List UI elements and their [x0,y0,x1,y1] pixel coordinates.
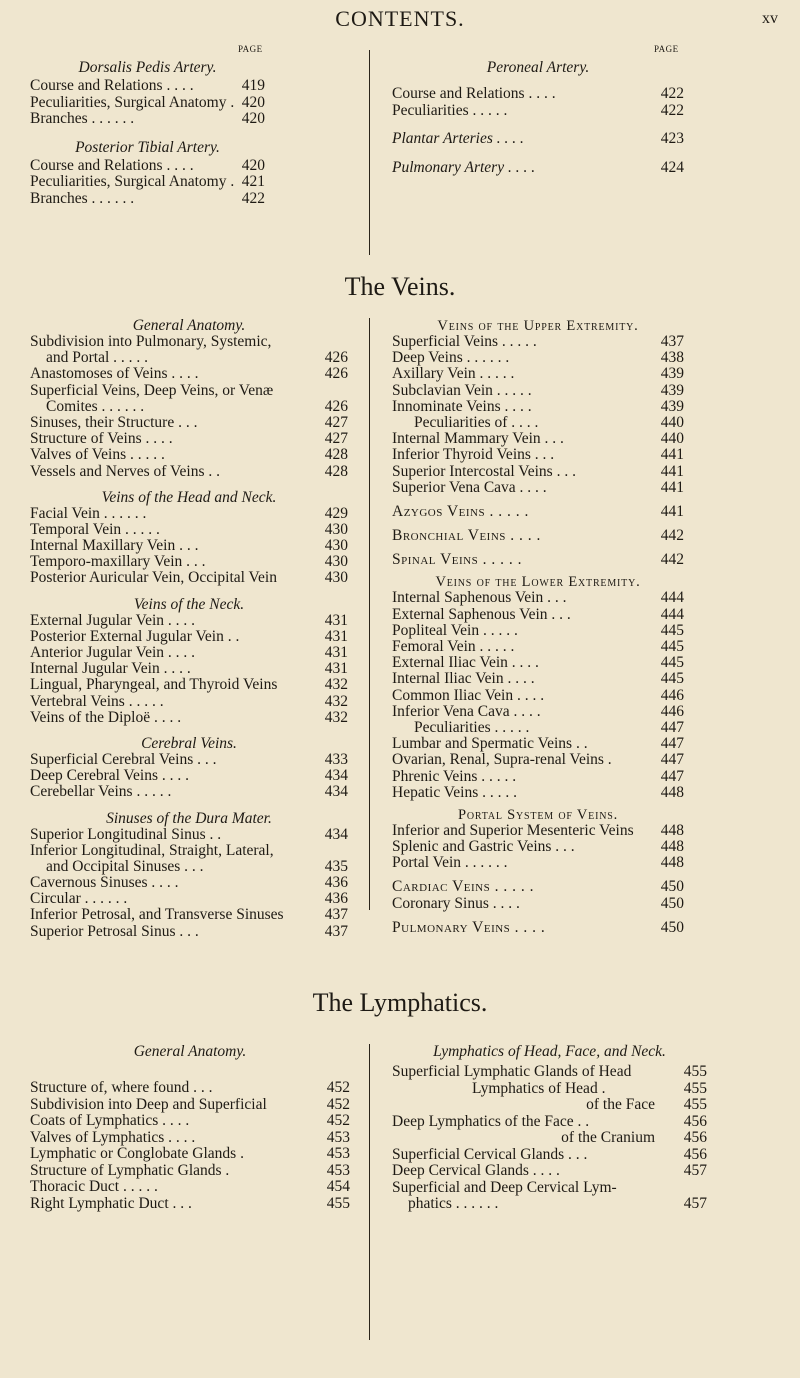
toc-entry [30,447,348,463]
toc-entry-title: External Jugular Vein . . . . [30,611,196,629]
toc-entry-title: Inferior Vena Cava . . . . [392,702,541,720]
toc-entry-title: Peculiarities, Surgical Anatomy . [30,173,235,191]
toc-entry [30,710,348,726]
toc-entry [30,366,348,382]
toc-page-number: 453 [326,1145,350,1162]
toc-entry-title: Anterior Jugular Vein . . . . [30,644,196,661]
toc-page-number: 447 [660,718,684,736]
toc-page-number: 430 [324,520,348,538]
toc-entry [30,827,348,843]
toc-entry [392,1064,707,1080]
toc-entry [392,736,684,752]
toc-entry [30,95,265,111]
toc-entry [30,415,348,431]
toc-page-number: 445 [660,670,684,688]
toc-entry-title: Posterior Auricular Vein, Occipital Vein [30,569,277,587]
subsection-heading: Veins of the Lower Extremity. [435,574,641,591]
toc-entry-title: Subdivision into Pulmonary, Systemic, [30,333,272,350]
toc-entry [392,1180,707,1196]
toc-entry-title: Inferior and Superior Mesenteric Veins [392,821,634,839]
toc-entry [392,671,684,687]
toc-page-number: 453 [326,1161,350,1179]
toc-page-number: 440 [660,413,684,431]
toc-entry-title: Lingual, Pharyngeal, and Thyroid Veins [30,676,278,694]
toc-entry [30,1179,350,1195]
toc-entry-title: Subclavian Vein . . . . . [392,381,532,399]
toc-page-number: 435 [324,857,348,875]
toc-page-number: 452 [326,1079,350,1096]
toc-entry [30,191,265,207]
toc-entry-title: Femoral Vein . . . . . [392,638,515,655]
toc-entry-title: Course and Relations . . . . [30,156,194,174]
toc-page-number: 426 [324,365,348,383]
toc-entry-title: Structure of Lymphatic Glands . [30,1161,230,1179]
toc-entry-title: Deep Lymphatics of the Face . . [392,1112,590,1130]
subsection-heading: Sinuses of the Dura Mater. [106,809,272,827]
toc-entry [392,1196,707,1212]
toc-entry-title: Temporo-maxillary Vein . . . [30,553,206,571]
toc-entry [392,823,684,839]
toc-page-number: 441 [660,446,684,464]
subsection-heading: Veins of the Upper Extremity. [437,318,639,334]
toc-entry-title: Lymphatic or Conglobate Glands . [30,1145,244,1162]
section-title-lymphatics: The Lymphatics. [312,988,488,1017]
toc-entry [30,78,265,94]
toc-entry-title: Temporal Vein . . . . . [30,520,160,538]
toc-page-number: 454 [326,1178,350,1195]
toc-entry [392,839,684,855]
toc-entry [30,431,348,447]
toc-entry [30,334,348,350]
toc-page-number: 447 [660,735,684,753]
toc-entry [30,661,348,677]
toc-page-number: 450 [660,894,684,912]
toc-entry-title: Sinuses, their Structure . . . [30,413,198,431]
toc-entry [392,639,684,655]
toc-page-number: 419 [241,77,265,94]
toc-entry-title: Subdivision into Deep and Superficial [30,1095,267,1113]
toc-entry-title: Superficial Veins . . . . . [392,333,537,350]
toc-entry-title: Inferior Thyroid Veins . . . [392,446,555,464]
toc-entry-title: Comites . . . . . . [46,397,145,415]
toc-page-number: 422 [660,85,684,102]
toc-page-number: 426 [324,397,348,415]
toc-entry-title: Inferior Petrosal, and Transverse Sinuses [30,906,284,924]
toc-entry-title: Superficial Cervical Glands . . . [392,1145,588,1163]
toc-entry [392,855,684,871]
toc-page-number: 441 [660,478,684,496]
toc-entry-title: External Iliac Vein . . . . [392,654,539,672]
toc-page-number: 422 [241,189,265,207]
toc-entry [30,1146,350,1162]
toc-page-number: 437 [324,922,348,940]
toc-page-number: 426 [324,349,348,367]
toc-entry [30,383,348,399]
toc-entry-title: Branches . . . . . . [30,110,135,128]
toc-entry-title: Phrenic Veins . . . . . [392,767,517,785]
toc-entry [30,1080,350,1096]
toc-entry [30,613,348,629]
toc-page-number: 431 [324,611,348,629]
toc-entry-title: Superficial and Deep Cervical Lym- [392,1178,617,1196]
toc-page-number: 432 [324,692,348,710]
toc-entry [392,785,684,801]
toc-page-number: 434 [324,767,348,785]
toc-page-number: 431 [324,660,348,678]
toc-entry-title: Cardiac Veins . . . . . [392,878,534,896]
subsection-heading: General Anatomy. [133,1043,247,1060]
toc-entry-title: Course and Relations . . . . [30,77,194,94]
toc-page-number: 446 [660,686,684,704]
toc-page-number: 439 [660,381,684,399]
toc-page-number: 432 [324,708,348,726]
toc-entry-title: Cerebellar Veins . . . . . [30,783,172,801]
toc-entry [30,924,348,940]
toc-entry-title: Right Lymphatic Duct . . . [30,1194,192,1212]
toc-entry [392,1114,707,1130]
toc-entry [30,907,348,923]
toc-entry-title: Veins of the Diploë . . . . [30,708,182,726]
toc-entry-title: of the Cranium [561,1129,655,1146]
toc-page-number: 438 [660,349,684,367]
toc-entry [30,859,348,875]
toc-page-number: 448 [660,821,684,839]
toc-entry [392,920,684,936]
toc-entry-title: Superior Longitudinal Sinus . . [30,825,222,843]
toc-page-number: 430 [324,553,348,571]
toc-entry-title: Coronary Sinus . . . . [392,894,520,912]
toc-entry-title: Spinal Veins . . . . . [392,551,522,569]
subsection-heading: Cerebral Veins. [141,734,237,752]
toc-entry [30,1163,350,1179]
toc-entry-title: Branches . . . . . . [30,189,135,207]
toc-entry-title: Vertebral Veins . . . . . [30,692,164,710]
toc-page-number: 455 [683,1096,707,1113]
toc-entry-title: Valves of Lymphatics . . . . [30,1128,196,1146]
toc-page-number: 439 [660,397,684,415]
toc-page-number: 453 [326,1128,350,1146]
toc-entry [392,480,684,496]
toc-entry-title: Thoracic Duct . . . . . [30,1178,158,1195]
toc-entry-title: External Saphenous Vein . . . [392,605,571,623]
subsection-heading: Lymphatics of Head, Face, and Neck. [433,1043,666,1060]
toc-page-number: 445 [660,621,684,639]
toc-page-number: 444 [660,589,684,607]
toc-entry [30,1130,350,1146]
toc-entry-title: Anastomoses of Veins . . . . [30,365,199,383]
toc-page-number: 445 [660,638,684,655]
toc-entry [392,383,684,399]
toc-page-number: 439 [660,365,684,383]
toc-entry [392,552,684,568]
toc-page-number: 455 [683,1063,707,1080]
toc-entry [392,720,684,736]
lymphatics-right-column [392,1044,707,1213]
toc-page-number: 441 [660,502,684,520]
toc-entry [392,752,684,768]
toc-page-number: 442 [660,551,684,569]
toc-entry [30,677,348,693]
toc-page-number: 433 [324,750,348,768]
toc-entry-title: Internal Jugular Vein . . . . [30,660,191,678]
toc-entry [392,86,684,102]
toc-entry-title: Lymphatics of Head . [472,1079,606,1097]
toc-entry [392,1097,707,1113]
column-divider [369,318,370,910]
toc-entry-title: Azygos Veins . . . . . [392,502,529,520]
toc-page-number: 456 [683,1112,707,1130]
toc-entry [30,1196,350,1212]
toc-entry-title: Deep Cerebral Veins . . . . [30,767,189,785]
subsection-heading: Posterior Tibial Artery. [75,138,220,156]
toc-entry [30,554,348,570]
toc-entry-title: Peculiarities of . . . . [414,413,539,431]
toc-entry-title: Posterior External Jugular Vein . . [30,627,240,645]
toc-entry [30,629,348,645]
toc-entry [30,768,348,784]
toc-entry-title: Common Iliac Vein . . . . [392,686,545,704]
arteries-left-column [30,60,265,208]
toc-page-number: 436 [324,874,348,892]
page-column-label: PAGE [654,44,679,54]
toc-page-number: 450 [660,878,684,896]
toc-page-number: 424 [660,158,684,176]
toc-entry-title: Pulmonary Artery . . . . [392,158,536,176]
toc-entry [392,160,684,176]
toc-page-number: 448 [660,838,684,856]
toc-page-number: 452 [326,1095,350,1113]
toc-page-number: 434 [324,783,348,801]
toc-entry [392,366,684,382]
toc-page-number: 420 [241,156,265,174]
toc-entry [30,694,348,710]
toc-page-number: 456 [683,1129,707,1146]
subsection-heading: Portal System of Veins. [457,806,619,823]
toc-entry [30,891,348,907]
toc-entry [392,399,684,415]
toc-entry [392,607,684,623]
toc-entry-title: Coats of Lymphatics . . . . [30,1112,190,1129]
toc-page-number: 457 [683,1195,707,1212]
toc-entry-title: Internal Maxillary Vein . . . [30,537,199,555]
toc-entry [392,704,684,720]
toc-entry [30,752,348,768]
toc-entry-title: Plantar Arteries . . . . [392,130,524,148]
toc-page-number: 456 [683,1145,707,1163]
toc-entry-title: Peculiarities, Surgical Anatomy . [30,93,235,111]
toc-page-number: 437 [324,906,348,924]
toc-entry-title: Superficial Veins, Deep Veins, or Venæ [30,381,274,399]
toc-entry [30,464,348,480]
toc-page-number: 434 [324,825,348,843]
toc-page-number: 448 [660,854,684,872]
veins-left-column [30,318,348,940]
page-title: CONTENTS. [335,6,465,31]
toc-entry [30,1097,350,1113]
toc-page-number: 423 [660,130,684,148]
toc-page-number: 431 [324,644,348,661]
toc-page-number: 427 [324,413,348,431]
toc-page-number: 452 [326,1112,350,1129]
toc-entry [392,415,684,431]
toc-page-number: 420 [241,110,265,128]
toc-entry [392,464,684,480]
column-divider [369,50,370,255]
toc-entry [392,1081,707,1097]
toc-entry-title: Popliteal Vein . . . . . [392,621,518,639]
toc-entry-title: of the Face [586,1096,655,1113]
toc-page-number: 442 [660,527,684,545]
toc-entry-title: Facial Vein . . . . . . [30,504,147,522]
toc-page-number: 430 [324,569,348,587]
toc-page-number: 444 [660,605,684,623]
toc-entry [30,350,348,366]
toc-page-number: 436 [324,890,348,908]
toc-entry [392,769,684,785]
toc-page-number: 432 [324,676,348,694]
toc-entry [30,570,348,586]
running-header [0,4,800,34]
toc-entry [392,431,684,447]
toc-entry-title: Internal Mammary Vein . . . [392,430,564,448]
toc-page-number: 440 [660,430,684,448]
subsection-heading: Dorsalis Pedis Artery. [78,59,217,76]
toc-entry [392,1163,707,1179]
toc-entry [30,522,348,538]
toc-entry-title: Internal Saphenous Vein . . . [392,589,567,607]
toc-entry-title: Course and Relations . . . . [392,85,556,102]
toc-entry-title: Peculiarities . . . . . [392,101,508,119]
toc-page-number: 428 [324,462,348,480]
toc-entry [30,111,265,127]
toc-entry [30,645,348,661]
toc-entry-title: Structure of Veins . . . . [30,430,173,448]
toc-page-number: 437 [660,333,684,350]
toc-page-number: 445 [660,654,684,672]
toc-entry [30,158,265,174]
toc-entry-title: Cavernous Sinuses . . . . [30,874,179,892]
toc-page-number: 441 [660,462,684,480]
toc-entry-title: Superior Vena Cava . . . . [392,478,547,496]
toc-entry [392,350,684,366]
toc-page-number: 430 [324,537,348,555]
page-column-label: PAGE [238,44,263,54]
toc-entry-title: and Portal . . . . . [46,349,149,367]
toc-entry-title: phatics . . . . . . [408,1195,499,1212]
toc-entry-title: Superficial Lymphatic Glands of Head [392,1063,632,1080]
toc-entry [30,843,348,859]
toc-entry [392,504,684,520]
toc-page-number: 429 [324,504,348,522]
toc-entry-title: Circular . . . . . . [30,890,128,908]
toc-entry [30,784,348,800]
toc-entry-title: Peculiarities . . . . . [414,718,530,736]
toc-entry [392,528,684,544]
lymphatics-left-column [30,1044,350,1212]
toc-entry [30,399,348,415]
toc-entry-title: Deep Cervical Glands . . . . [392,1162,560,1179]
veins-right-column [392,318,684,936]
toc-entry [392,103,684,119]
toc-entry [392,1130,707,1146]
toc-entry-title: Innominate Veins . . . . [392,397,532,415]
toc-entry-title: Splenic and Gastric Veins . . . [392,838,575,856]
toc-entry [30,506,348,522]
toc-page-number: 427 [324,430,348,448]
toc-entry-title: Superior Intercostal Veins . . . [392,462,576,480]
toc-entry [392,447,684,463]
toc-entry [30,1113,350,1129]
toc-entry-title: Ovarian, Renal, Supra-renal Veins . [392,751,612,769]
toc-page-number: 446 [660,702,684,720]
toc-entry-title: Structure of, where found . . . [30,1079,213,1096]
toc-entry [392,896,684,912]
toc-entry-title: Deep Veins . . . . . . [392,349,510,367]
toc-entry [30,174,265,190]
toc-page-number: 447 [660,751,684,769]
toc-page-number: 455 [683,1079,707,1097]
toc-entry [30,538,348,554]
subsection-heading: Peroneal Artery. [486,59,590,76]
subsection-heading: General Anatomy. [132,317,246,334]
toc-entry-title: Superior Petrosal Sinus . . . [30,922,199,940]
toc-page-number: 450 [660,918,684,936]
toc-entry-title: Bronchial Veins . . . . [392,527,541,545]
toc-page-number: 421 [241,173,265,191]
toc-entry [392,131,684,147]
toc-page-number: 422 [660,101,684,119]
toc-entry-title: Lumbar and Spermatic Veins . . [392,735,588,753]
toc-page-number: 428 [324,446,348,464]
toc-entry-title: Valves of Veins . . . . . [30,446,165,464]
subsection-heading: Veins of the Neck. [133,595,245,613]
toc-page-number: 447 [660,767,684,785]
section-title-veins: The Veins. [344,272,456,301]
toc-page-number: 448 [660,783,684,801]
column-divider [369,1044,370,1340]
toc-entry-title: Portal Vein . . . . . . [392,854,508,872]
toc-entry-title: Axillary Vein . . . . . [392,365,515,383]
toc-page-number: 455 [326,1194,350,1212]
toc-entry-title: Inferior Longitudinal, Straight, Lateral, [30,841,274,859]
toc-page-number: 420 [241,93,265,111]
toc-entry [392,879,684,895]
toc-page-number: 431 [324,627,348,645]
toc-entry-title: Superficial Cerebral Veins . . . [30,750,217,768]
arteries-right-column [392,60,684,176]
toc-entry-title: Pulmonary Veins . . . . [392,918,546,936]
toc-entry [392,334,684,350]
subsection-heading: Veins of the Head and Neck. [101,488,277,506]
toc-entry-title: Vessels and Nerves of Veins . . [30,462,220,480]
page-number: xv [762,10,778,27]
toc-entry-title: and Occipital Sinuses . . . [46,857,204,875]
toc-entry [392,688,684,704]
toc-entry-title: Internal Iliac Vein . . . . [392,670,535,688]
toc-entry [392,590,684,606]
toc-page-number: 457 [683,1162,707,1179]
toc-entry [392,623,684,639]
toc-entry [392,655,684,671]
toc-entry [392,1147,707,1163]
toc-entry-title: Hepatic Veins . . . . . [392,783,517,801]
toc-entry [30,875,348,891]
